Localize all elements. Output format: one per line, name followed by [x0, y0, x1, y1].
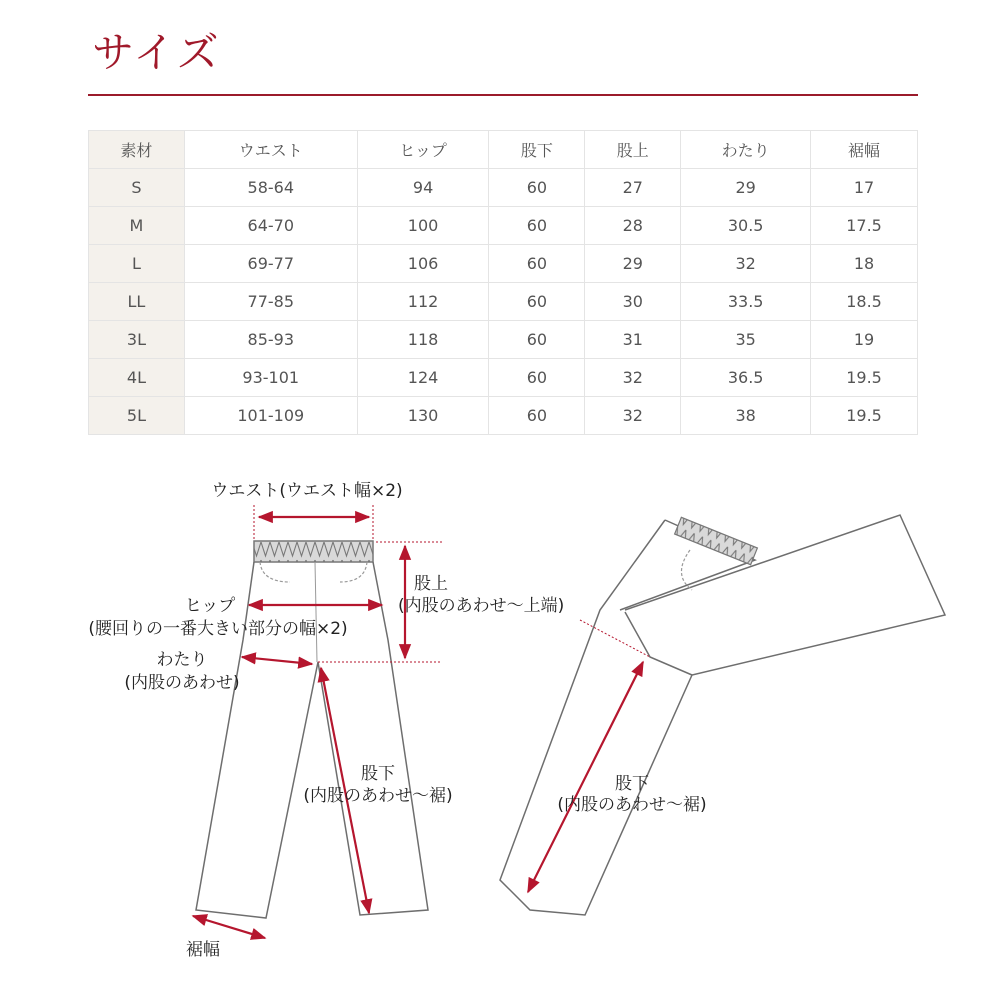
cell-rise: 32	[585, 359, 681, 397]
cell-size: L	[89, 245, 185, 283]
cell-waist: 101-109	[184, 397, 357, 435]
side-pants-outline	[500, 515, 945, 915]
label-hip-title: ヒップ	[184, 596, 236, 616]
waistband	[254, 541, 373, 562]
cell-size: 3L	[89, 321, 185, 359]
cell-waist: 69-77	[184, 245, 357, 283]
table-row	[89, 283, 918, 321]
label-hip-desc: (腰回りの一番大きい部分の幅×2)	[88, 619, 348, 639]
cell-waist: 77-85	[184, 283, 357, 321]
table-row	[89, 207, 918, 245]
header-material: 素材	[89, 131, 185, 169]
label-thigh-desc: (内股のあわせ)	[124, 673, 240, 693]
table-row	[89, 397, 918, 435]
label-hem: 裾幅	[186, 940, 220, 960]
cell-rise: 30	[585, 283, 681, 321]
label-rise-title: 股上	[414, 574, 448, 594]
cell-waist: 58-64	[184, 169, 357, 207]
cell-size: 4L	[89, 359, 185, 397]
size-table	[88, 130, 918, 435]
title-divider	[88, 94, 918, 96]
cell-thigh: 30.5	[681, 207, 811, 245]
header-hem: 裾幅	[811, 131, 918, 169]
label-thigh-title: わたり	[156, 650, 208, 670]
cell-thigh: 35	[681, 321, 811, 359]
table-row	[89, 245, 918, 283]
cell-inseam: 60	[489, 283, 585, 321]
label-rise-desc: (内股のあわせ～上端)	[398, 596, 565, 616]
label-inseam2-desc: (内股のあわせ～裾)	[557, 795, 707, 815]
cell-rise: 28	[585, 207, 681, 245]
label-inseam-title: 股下	[361, 764, 395, 784]
label-inseam-desc: (内股のあわせ～裾)	[303, 786, 453, 806]
cell-thigh: 33.5	[681, 283, 811, 321]
cell-inseam: 60	[489, 245, 585, 283]
cell-inseam: 60	[489, 397, 585, 435]
cell-inseam: 60	[489, 207, 585, 245]
cell-rise: 27	[585, 169, 681, 207]
cell-inseam: 60	[489, 169, 585, 207]
cell-hip: 94	[357, 169, 489, 207]
cell-hip: 106	[357, 245, 489, 283]
cell-inseam: 60	[489, 359, 585, 397]
header-waist: ウエスト	[184, 131, 357, 169]
cell-hip: 118	[357, 321, 489, 359]
cell-waist: 93-101	[184, 359, 357, 397]
header-hip: ヒップ	[357, 131, 489, 169]
table-row	[89, 359, 918, 397]
measurement-diagram	[0, 460, 1000, 1000]
cell-hem: 19.5	[811, 359, 918, 397]
cell-size: LL	[89, 283, 185, 321]
cell-thigh: 38	[681, 397, 811, 435]
cell-hem: 17.5	[811, 207, 918, 245]
cell-size: M	[89, 207, 185, 245]
cell-hem: 17	[811, 169, 918, 207]
cell-hem: 18	[811, 245, 918, 283]
cell-hip: 124	[357, 359, 489, 397]
cell-size: 5L	[89, 397, 185, 435]
cell-waist: 64-70	[184, 207, 357, 245]
header-inseam: 股下	[489, 131, 585, 169]
page-title: サイズ	[92, 28, 221, 77]
table-header-row	[89, 131, 918, 169]
cell-hip: 112	[357, 283, 489, 321]
table-row	[89, 321, 918, 359]
cell-thigh: 36.5	[681, 359, 811, 397]
cell-size: S	[89, 169, 185, 207]
header-rise: 股上	[585, 131, 681, 169]
label-inseam2-title: 股下	[615, 774, 649, 794]
header-thigh: わたり	[681, 131, 811, 169]
cell-rise: 32	[585, 397, 681, 435]
cell-thigh: 32	[681, 245, 811, 283]
cell-hip: 100	[357, 207, 489, 245]
cell-inseam: 60	[489, 321, 585, 359]
cell-hip: 130	[357, 397, 489, 435]
cell-hem: 18.5	[811, 283, 918, 321]
table-row	[89, 169, 918, 207]
cell-hem: 19	[811, 321, 918, 359]
cell-hem: 19.5	[811, 397, 918, 435]
label-waist: ウエスト(ウエスト幅×2)	[211, 481, 403, 501]
cell-rise: 29	[585, 245, 681, 283]
side-waistband	[675, 517, 758, 564]
cell-waist: 85-93	[184, 321, 357, 359]
cell-thigh: 29	[681, 169, 811, 207]
cell-rise: 31	[585, 321, 681, 359]
